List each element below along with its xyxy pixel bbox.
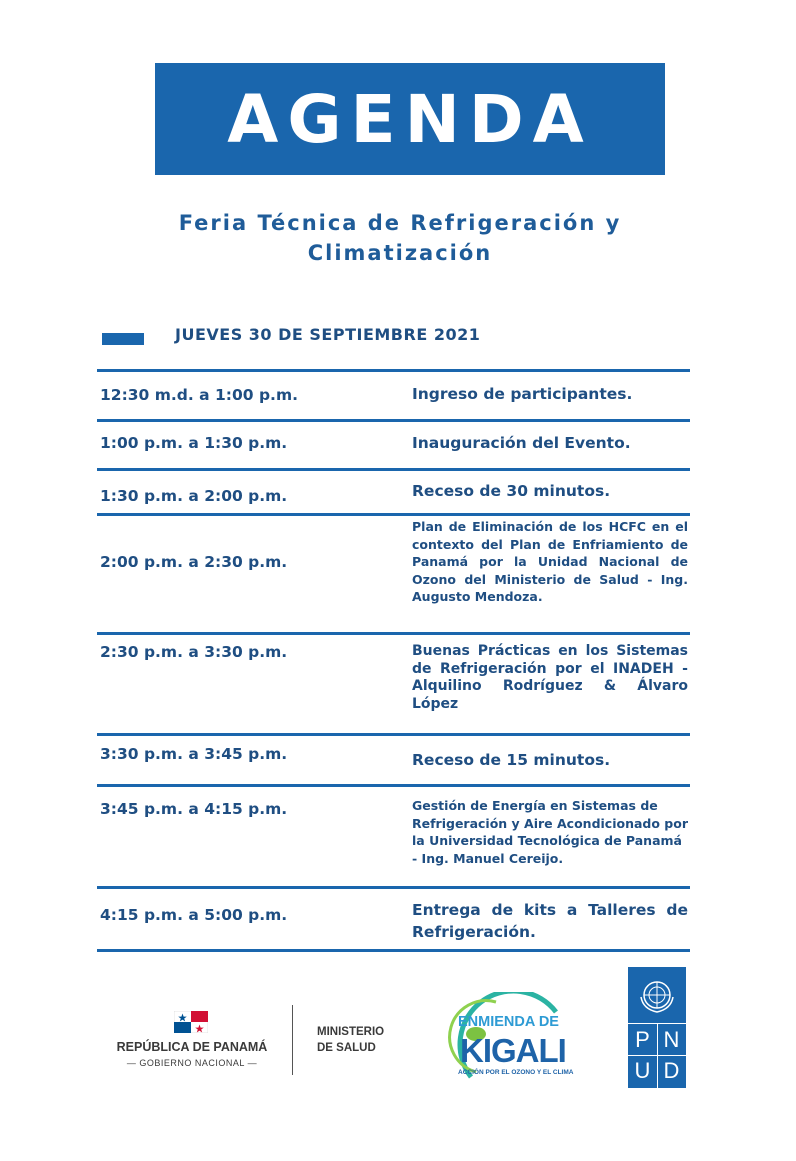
divider (97, 513, 690, 516)
logo-separator (292, 1005, 293, 1075)
agenda-activity: Entrega de kits a Talleres de Refrigeración. (412, 901, 688, 941)
agenda-banner (155, 63, 665, 175)
agenda-time: 12:30 m.d. a 1:00 p.m. (100, 386, 298, 404)
kigali-tagline: ACCIÓN POR EL OZONO Y EL CLIMA (458, 1069, 574, 1076)
event-date: JUEVES 30 DE SEPTIEMBRE 2021 (175, 325, 481, 344)
pnud-letter: P (635, 1027, 650, 1052)
agenda-activity: Ingreso de participantes. (412, 385, 633, 403)
subtitle-line-2: Climatización (307, 241, 493, 265)
pnud-letter: N (663, 1027, 680, 1052)
agenda-time: 4:15 p.m. a 5:00 p.m. (100, 906, 288, 924)
agenda-time: 3:30 p.m. a 3:45 p.m. (100, 745, 288, 763)
agenda-activity: Plan de Eliminación de los HCFC en el contexto del Plan de Enfriamiento de Panamá por la Unidad Nacional de Ozono del Ministerio de Salud - Ing. Augusto Mendoza. (412, 519, 688, 604)
agenda-activity: Receso de 15 minutos. (412, 751, 611, 769)
divider (97, 949, 690, 952)
agenda-time: 1:30 p.m. a 2:00 p.m. (100, 487, 288, 505)
kigali-main-text: KIGALI (460, 1032, 566, 1069)
ministerio-label (317, 1024, 384, 1056)
pnud-letter: U (634, 1058, 651, 1083)
divider (97, 369, 690, 372)
divider (97, 468, 690, 471)
un-emblem-icon (637, 975, 677, 1015)
divider (97, 784, 690, 787)
pnud-logo (628, 967, 686, 1088)
divider (97, 733, 690, 736)
page-title: AGENDA (227, 80, 593, 158)
agenda-time: 2:00 p.m. a 2:30 p.m. (100, 553, 288, 571)
divider (97, 886, 690, 889)
panama-flag-icon (174, 1011, 208, 1033)
republica-label: REPÚBLICA DE PANAMÁ (116, 1040, 268, 1054)
agenda-time: 1:00 p.m. a 1:30 p.m. (100, 434, 288, 452)
date-marker (102, 333, 144, 345)
agenda-activity: Buenas Prácticas en los Sistemas de Refrigeración por el INADEH - Alquilino Rodríguez & Álvaro López (412, 643, 688, 712)
agenda-activity: Inauguración del Evento. (412, 434, 631, 452)
agenda-time: 3:45 p.m. a 4:15 p.m. (100, 800, 288, 818)
event-subtitle (140, 208, 660, 268)
divider (97, 419, 690, 422)
kigali-top-text: ENMIENDA DE (458, 1014, 559, 1030)
agenda-activity: Receso de 30 minutos. (412, 482, 611, 500)
agenda-activity: Gestión de Energía en Sistemas de Refrigeración y Aire Acondicionado por la Universidad Tecnológica de Panamá - Ing. Manuel Cereijo. (412, 798, 689, 866)
ministerio-line-2: DE SALUD (317, 1042, 376, 1054)
subtitle-line-1: Feria Técnica de Refrigeración y (178, 211, 622, 235)
pnud-letter: D (663, 1058, 680, 1083)
agenda-time: 2:30 p.m. a 3:30 p.m. (100, 643, 288, 661)
gobierno-label: — GOBIERNO NACIONAL — (126, 1058, 258, 1068)
ministerio-line-1: MINISTERIO (317, 1026, 385, 1038)
divider (97, 632, 690, 635)
